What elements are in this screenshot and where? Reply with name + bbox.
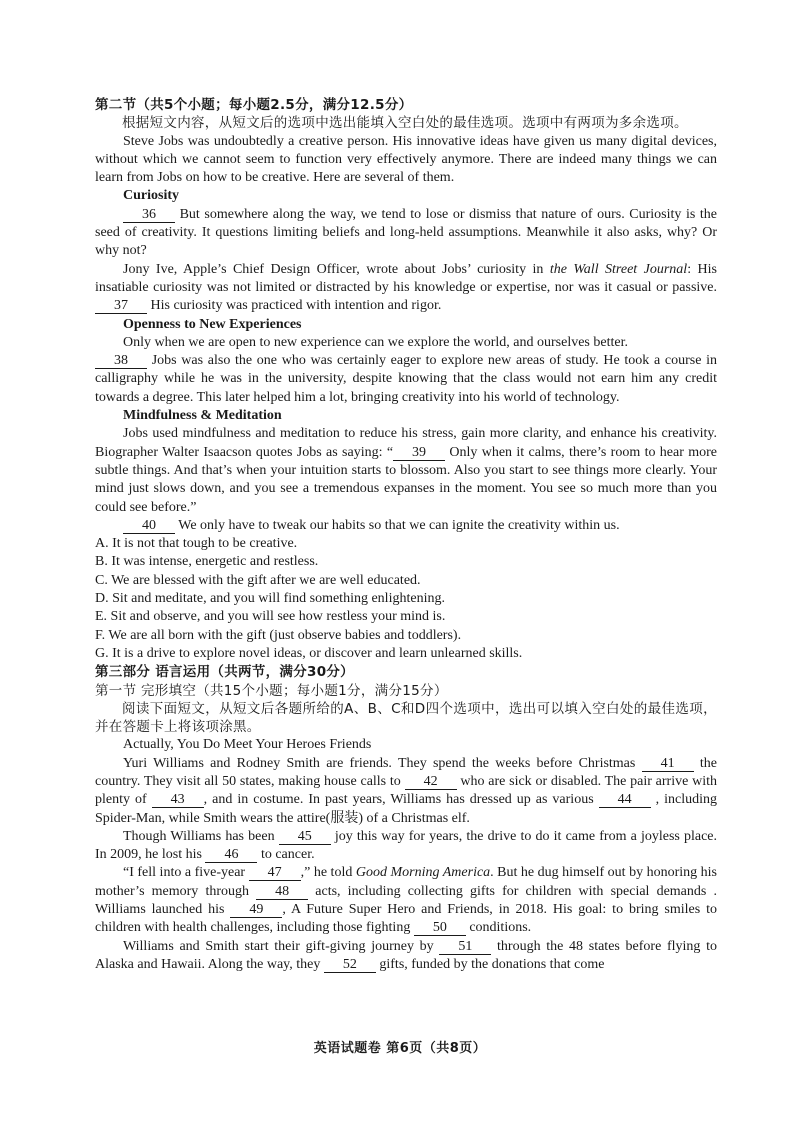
blank-41[interactable]: 41 [642,757,694,772]
paragraph-mindfulness: Jobs used mindfulness and meditation to reduce his stress, gain more clarity, and enhance his creativity. Biographer Walter Isaacson quotes Jobs as saying: “ 39 Only when it calms, there’s room to hear more subtle things. And that’s when your intuition starts to blossom. Also you start to see things more clearly. Your mind just slows down, and you see a tremendous expanses in the moment. You see so much more than you could see before.” [95,426,717,515]
blank-51[interactable]: 51 [439,940,491,955]
blank-49[interactable]: 49 [230,903,282,918]
section-2-heading: 第二节（共5个小题；每小题2.5分，满分12.5分） [95,97,413,113]
cloze-title: Actually, You Do Meet Your Heroes Friends [123,737,372,753]
blank-42[interactable]: 42 [405,775,457,790]
part-3-heading: 第三部分 语言运用（共两节，满分30分） [95,664,354,681]
part-3-instructions: 阅读下面短文，从短文后各题所给的A、B、C和D四个选项中，选出可以填入空白处的最佳选项，并在答题卡上将该项涂黑。 [95,700,717,736]
part-3-section-1-heading: 第一节 完形填空（共15个小题；每小题1分，满分15分） [95,682,448,699]
section-2-instructions: 根据短文内容，从短文后的选项中选出能填入空白处的最佳选项。选项中有两项为多余选项。 [122,115,688,132]
blank-43[interactable]: 43 [152,793,204,808]
cloze-paragraph-1: Yuri Williams and Rodney Smith are friends. They spend the weeks before Christmas 41 the country. They visit all 50 states, making house calls to 42 who are sick or disabled. The pair arrive with plenty of 43 , and in costume. In past years, Williams has dressed up as various 44 , including Spider-Man, while Smith wears the attire(服装) of a Christmas elf. [95,755,718,826]
blank-44[interactable]: 44 [599,793,651,808]
blank-48[interactable]: 48 [256,885,308,900]
page-footer: 英语试题卷 第6页（共8页） [313,1041,487,1056]
blank-45[interactable]: 45 [279,830,331,845]
blank-46[interactable]: 46 [205,848,257,863]
good-morning-america: Good Morning America [355,865,491,881]
option-c: C. We are blessed with the gift after we are well educated. [95,572,421,588]
paragraph-openness-2: 38 Jobs was also the one who was certainly eager to explore new areas of study. He took a course in calligraphy while he was in the university, despite knowing that the class would not earn him any credit towards a degree. This later helped him a lot, bringing creativity into his world of technology. [95,353,718,405]
option-g: G. It is a drive to explore novel ideas, or discover and learn unlearned skills. [95,645,523,661]
paragraph-closing: 40 We only have to tweak our habits so that we can ignite the creativity within us. [95,517,717,535]
subheading-curiosity: Curiosity [123,188,179,204]
option-e: E. Sit and observe, and you will see how restless your mind is. [95,609,446,625]
option-d: D. Sit and meditate, and you will find something enlightening. [95,591,445,607]
cloze-paragraph-3: “I fell into a five-year 47 ,” he told Good Morning America. But he dug himself out by honoring his mother’s memory through 48 acts, including collecting gifts for children with special demands . Williams launched his 49 , A Future Super Hero and Friends, in 2018. His goal: to bring smiles to children with health challenges, including those fighting 50 conditions. [95,865,718,936]
option-a: A. It is not that tough to be creative. [95,536,298,552]
option-b: B. It was intense, energetic and restless. [95,554,319,570]
blank-40[interactable]: 40 [123,519,175,534]
wall-street-journal: the Wall Street Journal [549,261,688,277]
blank-50[interactable]: 50 [414,921,466,936]
paragraph-openness-1: Only when we are open to new experience can we explore the world, and ourselves better. [123,334,628,350]
blank-52[interactable]: 52 [324,958,376,973]
blank-37[interactable]: 37 [95,299,147,314]
blank-36[interactable]: 36 [123,208,175,223]
page-content [95,96,717,974]
subheading-openness: Openness to New Experiences [123,316,302,332]
blank-39[interactable]: 39 [393,446,445,461]
cloze-paragraph-2: Though Williams has been 45 joy this way for years, the drive to do it came from a joyless place. In 2009, he lost his 46 to cancer. [95,828,718,863]
blank-47[interactable]: 47 [249,866,301,881]
cloze-paragraph-4: Williams and Smith start their gift-giving journey by 51 through the 48 states before flying to Alaska and Hawaii. Along the way, they 52 gifts, funded by the donations that come [95,938,717,972]
blank-38[interactable]: 38 [95,354,147,369]
option-f: F. We are all born with the gift (just observe babies and toddlers). [95,627,462,643]
passage-intro: Steve Jobs was undoubtedly a creative person. His innovative ideas have given us many digital devices, without which we cannot seem to function very effectively anymore. There are indeed many things we can learn from Jobs on how to be creative. Here are several of them. [95,133,717,186]
subheading-mindfulness: Mindfulness & Meditation [123,408,282,424]
paragraph-curiosity-2: Jony Ive, Apple’s Chief Design Officer, wrote about Jobs’ curiosity in the Wall Street Journal: His insatiable curiosity was not limited or distracted by his knowledge or expertise, nor was it casual or passive. 37 His curiosity was practiced with intention and rigor. [95,261,717,314]
paragraph-curiosity-1: 36 But somewhere along the way, we tend to lose or dismiss that nature of ours. Curiosity is the seed of creativity. It questions limiting beliefs and long-held assumptions. Meanwhile it also asks, why? Or why not? [95,206,718,259]
